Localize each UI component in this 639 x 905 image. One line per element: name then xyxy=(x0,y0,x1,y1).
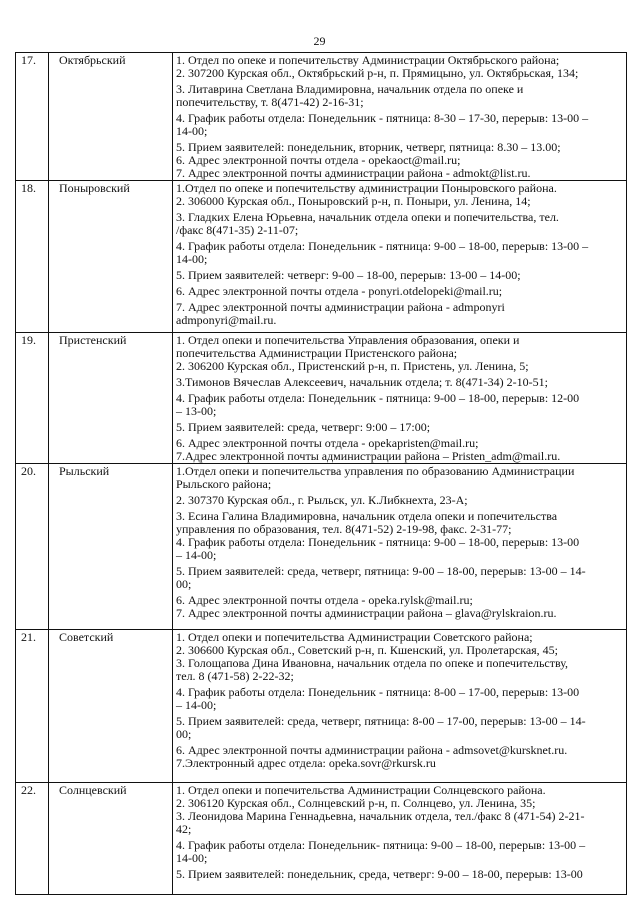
district-name: Рыльский xyxy=(49,464,173,630)
district-info xyxy=(173,181,627,333)
info-line: попечительству, т. 8(471-42) 2-16-31; xyxy=(176,95,364,109)
info-line: 1. Отдел опеки и попечительства Администрации Солнцевского района. xyxy=(176,783,546,797)
info-line: 6. Адрес электронной почты отдела - opekaoct@mail.ru; xyxy=(176,153,461,167)
info-line: 5. Прием заявителей: четверг: 9-00 – 18-00, перерыв: 13-00 – 14-00; xyxy=(176,268,521,282)
info-line: 2. 307200 Курская обл., Октябрьский р-н, п. Прямицыно, ул. Октябрьская, 134; xyxy=(176,66,579,80)
info-line: 3. Леонидова Марина Геннадьевна, начальник отдела, тел./факс 8 (471-54) 2-21- xyxy=(176,809,585,823)
info-line: 7. Адрес электронной почты администрации района – glava@rylskraion.ru. xyxy=(176,606,557,620)
info-line: тел. 8 (471-58) 2-22-32; xyxy=(176,669,294,683)
info-line: попечительства Администрации Пристенского района; xyxy=(176,346,458,360)
info-line: admponyri@mail.ru. xyxy=(176,313,277,327)
info-line: 42; xyxy=(176,822,192,836)
info-line: 3. Литаврина Светлана Владимировна, начальник отдела по опеке и xyxy=(176,82,524,96)
district-info xyxy=(173,783,627,895)
info-line: 4. График работы отдела: Понедельник - пятница: 9-00 – 18-00, перерыв: 12-00 xyxy=(176,391,580,405)
district-name: Поныровский xyxy=(49,181,173,333)
info-line: 7.Электронный адрес отдела: opeka.sovr@rkursk.ru xyxy=(176,756,436,770)
district-name: Советский xyxy=(49,630,173,783)
info-line: 4. График работы отдела: Понедельник - пятница: 9-00 – 18-00, перерыв: 13-00 xyxy=(176,535,580,549)
info-line: 3.Тимонов Вячеслав Алексеевич, начальник отдела; т. 8(471-34) 2-10-51; xyxy=(176,375,548,389)
info-line: – 14-00; xyxy=(176,548,217,562)
info-line: /факс 8(471-35) 2-11-07; xyxy=(176,223,299,237)
info-line: 2. 306000 Курская обл., Поныровский р-н, п. Поныри, ул. Ленина, 14; xyxy=(176,194,531,208)
info-line: – 14-00; xyxy=(176,698,217,712)
row-number: 20. xyxy=(16,464,49,630)
district-info xyxy=(173,333,627,464)
info-line: 5. Прием заявителей: понедельник, вторник, четверг, пятница: 8.30 – 13.00; xyxy=(176,140,561,154)
info-line: 00; xyxy=(176,577,192,591)
row-number: 21. xyxy=(16,630,49,783)
page-number: 29 xyxy=(313,34,326,48)
table-row xyxy=(16,53,627,181)
info-line: 2. 307370 Курская обл., г. Рыльск, ул. К.Либкнехта, 23-А; xyxy=(176,493,468,507)
table-row xyxy=(16,783,627,895)
info-line: 1. Отдел опеки и попечительства Администрации Советского района; xyxy=(176,630,533,644)
info-line: – 13-00; xyxy=(176,404,217,418)
info-line: 6. Адрес электронной почты отдела - opeka.rylsk@mail.ru; xyxy=(176,593,473,607)
info-line: 6. Адрес электронной почты отдела - ponyri.otdelopeki@mail.ru; xyxy=(176,284,503,298)
row-number: 17. xyxy=(16,53,49,181)
district-table xyxy=(15,52,627,895)
district-name: Солнцевский xyxy=(49,783,173,895)
table-row xyxy=(16,181,627,333)
info-line: управления по образования, тел. 8(471-52) 2-19-98, факс. 2-31-77; xyxy=(176,522,512,536)
row-number: 22. xyxy=(16,783,49,895)
info-line: 1. Отдел опеки и попечительства Управления образования, опеки и xyxy=(176,333,520,347)
info-line: 4. График работы отдела: Понедельник- пятница: 9-00 – 18-00, перерыв: 13-00 – xyxy=(176,838,586,852)
info-line: 3. Гладких Елена Юрьевна, начальник отдела опеки и попечительства, тел. xyxy=(176,210,559,224)
info-line: 5. Прием заявителей: среда, четверг, пятница: 9-00 – 18-00, перерыв: 13-00 – 14- xyxy=(176,564,586,578)
info-line: 5. Прием заявителей: среда, четверг: 9:00 – 17:00; xyxy=(176,420,431,434)
district-info xyxy=(173,464,627,630)
info-line: 14-00; xyxy=(176,851,208,865)
info-line: 6. Адрес электронной почты отдела - opekapristen@mail.ru; xyxy=(176,436,479,450)
row-number: 18. xyxy=(16,181,49,333)
info-line: 2. 306120 Курская обл., Солнцевский р-н, п. Солнцево, ул. Ленина, 35; xyxy=(176,796,536,810)
info-line: 14-00; xyxy=(176,252,208,266)
row-number: 19. xyxy=(16,333,49,464)
info-line: 4. График работы отдела: Понедельник - пятница: 9-00 – 18-00, перерыв: 13-00 – xyxy=(176,239,589,253)
table-row xyxy=(16,333,627,464)
info-line: 7. Адрес электронной почты администрации района - admponyri xyxy=(176,300,505,314)
info-line: 3. Есина Галина Владимировна, начальник отдела опеки и попечительства xyxy=(176,509,558,523)
info-line: 6. Адрес электронной почты администрации района - admsovet@kursknet.ru. xyxy=(176,743,568,757)
info-line: 00; xyxy=(176,727,192,741)
info-line: 5. Прием заявителей: понедельник, среда, четверг: 9-00 – 18-00, перерыв: 13-00 xyxy=(176,867,583,881)
table-row xyxy=(16,630,627,783)
table-row xyxy=(16,464,627,630)
info-line: 2. 306200 Курская обл., Пристенский р-н, п. Пристень, ул. Ленина, 5; xyxy=(176,359,529,373)
district-info xyxy=(173,53,627,181)
table-body xyxy=(16,53,627,895)
info-line: 1.Отдел опеки и попечительства управления по образованию Администрации xyxy=(176,464,575,478)
info-line: 3. Голощапова Дина Ивановна, начальник отдела по опеке и попечительству, xyxy=(176,656,569,670)
info-line: 7. Адрес электронной почты администрации района - admokt@list.ru. xyxy=(176,166,531,180)
info-line: 2. 306600 Курская обл., Советский р-н, п. Кшенский, ул. Пролетарская, 45; xyxy=(176,643,559,657)
info-line: 14-00; xyxy=(176,124,208,138)
info-line: 4. График работы отдела: Понедельник - пятница: 8-00 – 17-00, перерыв: 13-00 xyxy=(176,685,580,699)
info-line: Рыльского района; xyxy=(176,477,272,491)
district-name: Октябрьский xyxy=(49,53,173,181)
info-line: 5. Прием заявителей: среда, четверг, пятница: 8-00 – 17-00, перерыв: 13-00 – 14- xyxy=(176,714,586,728)
district-info xyxy=(173,630,627,783)
info-line: 4. График работы отдела: Понедельник - пятница: 8-30 – 17-30, перерыв: 13-00 – xyxy=(176,111,589,125)
info-line: 7.Адрес электронной почты администрации района – Pristen_adm@mail.ru. xyxy=(176,449,561,463)
info-line: 1. Отдел по опеке и попечительству Администрации Октябрьского района; xyxy=(176,53,560,67)
district-name: Пристенский xyxy=(49,333,173,464)
info-line: 1.Отдел по опеке и попечительству администрации Поныровского района. xyxy=(176,181,557,195)
